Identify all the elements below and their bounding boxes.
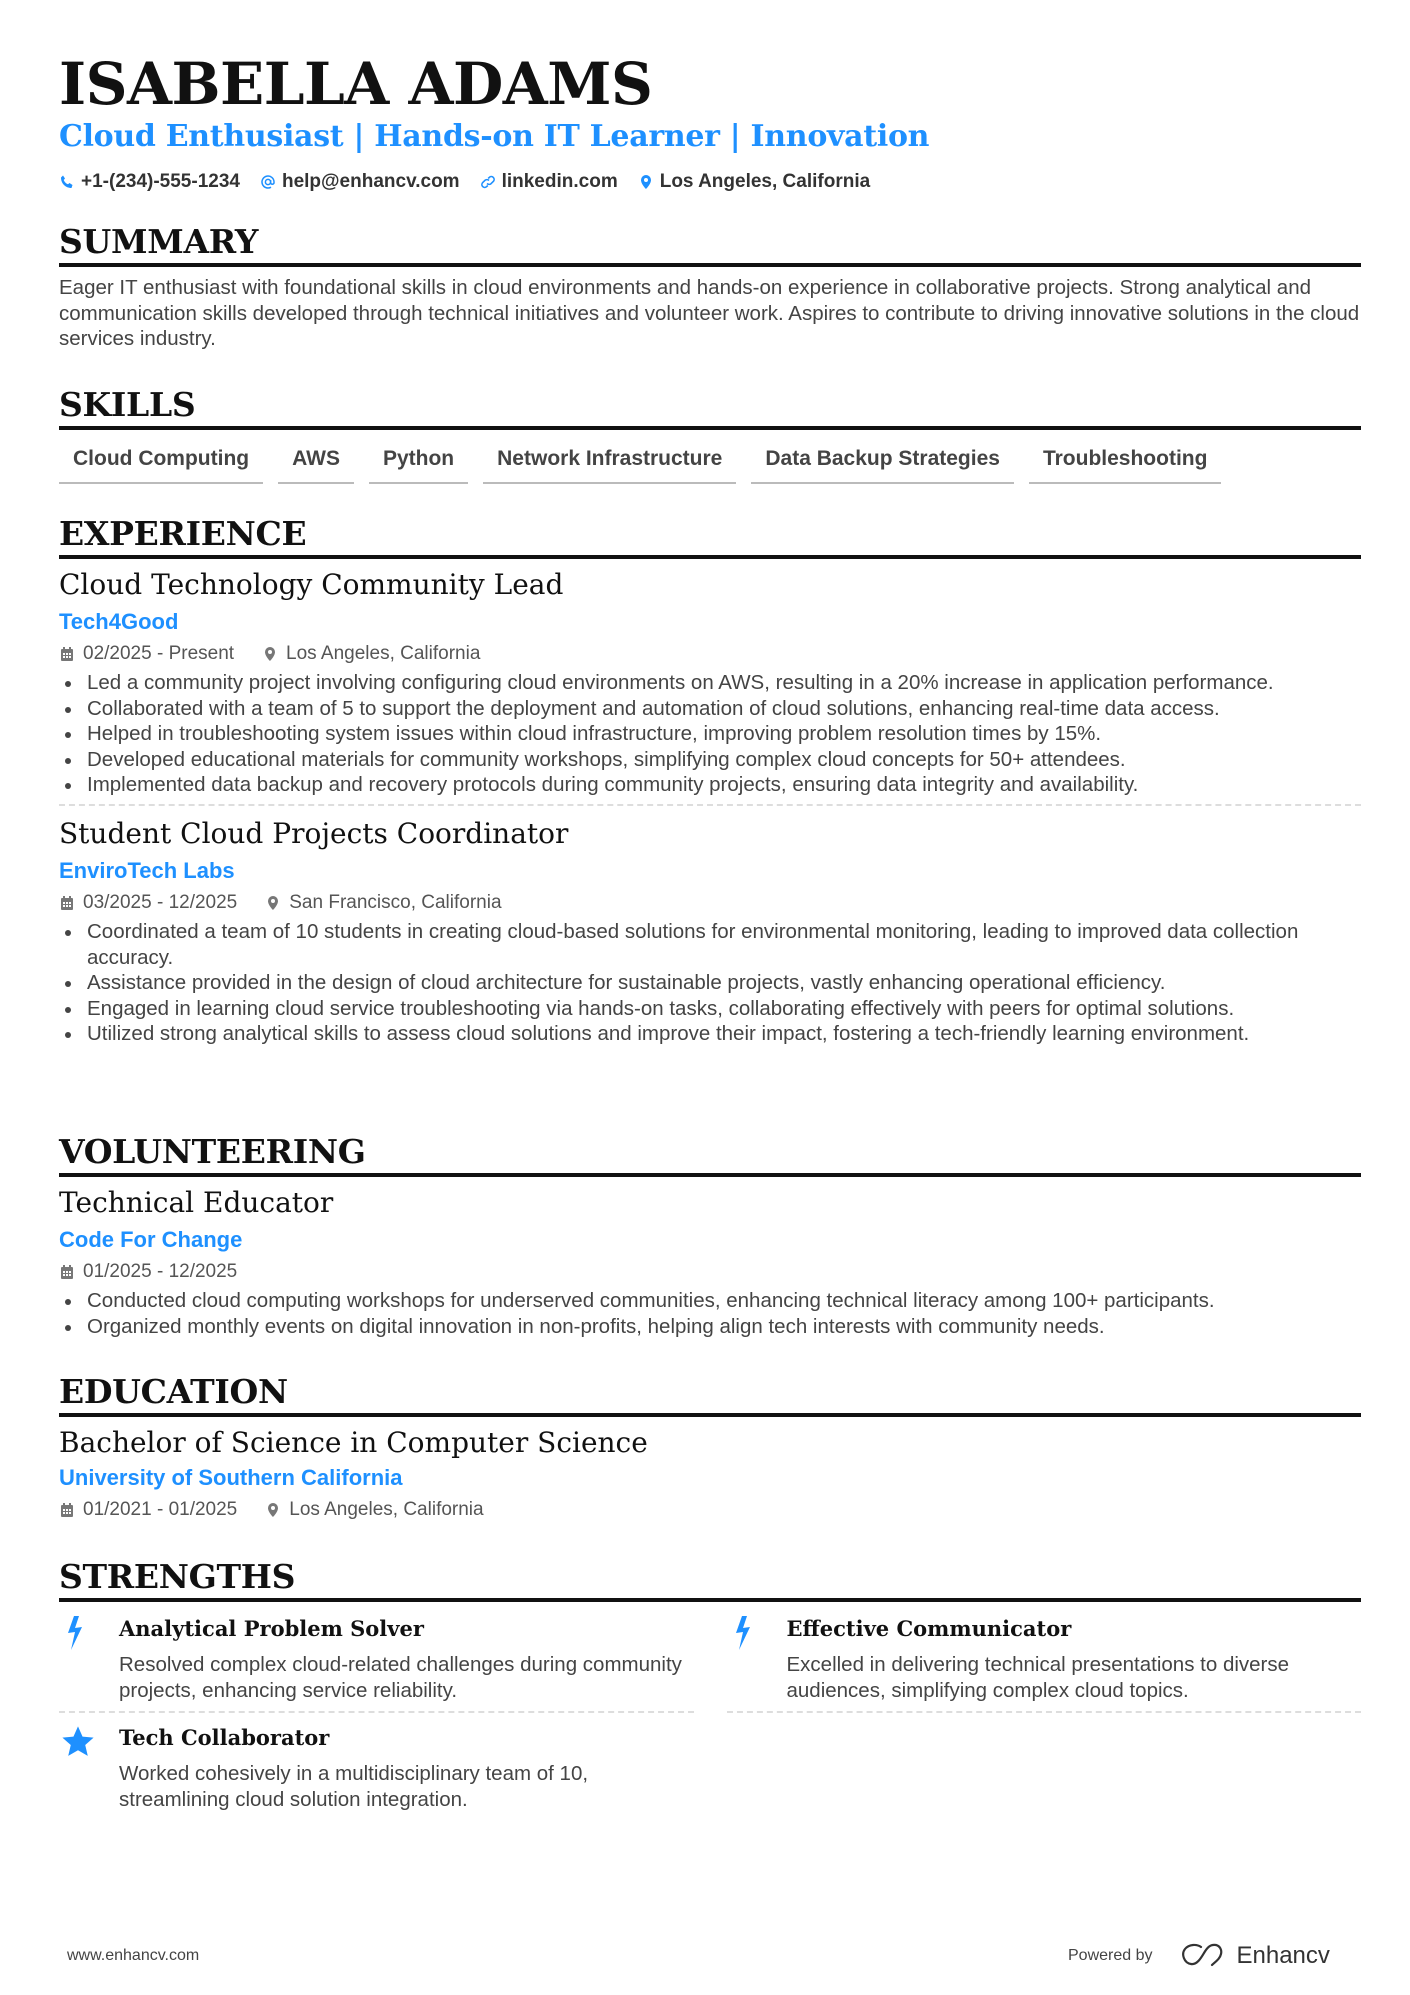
skill-tag: AWS <box>278 441 354 484</box>
education-dates: 01/2021 - 01/2025 <box>83 1499 238 1520</box>
experience-section <box>59 514 1361 1047</box>
experience-entry <box>59 816 1361 1047</box>
bullet-item: Coordinated a team of 10 students in creating cloud-based solutions for environmental monitoring, leading to improved data collection accuracy. <box>59 919 1361 970</box>
contact-linkedin[interactable] <box>480 169 618 195</box>
strength-item <box>727 1616 1362 1713</box>
volunteer-meta <box>59 1259 1361 1285</box>
strength-desc: Resolved complex cloud-related challenges during community projects, enhancing service reliability. <box>119 1653 682 1702</box>
job-title: Student Cloud Projects Coordinator <box>59 816 569 850</box>
location-text: Los Angeles, California <box>659 171 871 192</box>
enhancv-logo-icon <box>1181 1943 1227 1969</box>
location-icon <box>262 646 278 662</box>
job-bullets <box>59 670 1361 798</box>
strength-title: Tech Collaborator <box>119 1725 330 1751</box>
section-heading: SUMMARY <box>59 222 1361 267</box>
candidate-name: ISABELLA ADAMS <box>59 50 653 118</box>
bullet-item: Engaged in learning cloud service troubleshooting via hands-on tasks, collaborating effectively with peers for optimal solutions. <box>59 996 1361 1022</box>
calendar-icon <box>59 1502 75 1518</box>
phone-icon <box>59 174 75 190</box>
phone-text: +1-(234)-555-1234 <box>81 171 240 192</box>
strength-item <box>59 1616 694 1713</box>
volunteer-dates: 01/2025 - 12/2025 <box>83 1261 238 1282</box>
section-heading: VOLUNTEERING <box>59 1132 1361 1177</box>
company-name: EnviroTech Labs <box>59 857 235 883</box>
bullet-item: Utilized strong analytical skills to assess cloud solutions and improve their impact, fostering a tech-friendly learning environment. <box>59 1021 1361 1047</box>
company-name: Tech4Good <box>59 609 179 634</box>
job-title: Cloud Technology Community Lead <box>59 568 564 601</box>
link-icon <box>480 174 496 190</box>
bullet-item: Implemented data backup and recovery protocols during community projects, ensuring data integrity and availability. <box>59 772 1361 798</box>
calendar-icon <box>59 646 75 662</box>
bullet-item: Assistance provided in the design of cloud architecture for sustainable projects, vastly enhancing operational efficiency. <box>59 970 1361 996</box>
job-bullets <box>59 919 1361 1047</box>
school-name: University of Southern California <box>59 1465 403 1490</box>
section-heading: SKILLS <box>59 385 1361 430</box>
skill-tag: Data Backup Strategies <box>751 441 1014 484</box>
volunteering-section <box>59 1132 1361 1339</box>
education-meta <box>59 1497 1361 1523</box>
footer-website[interactable]: www.enhancv.com <box>67 1947 200 1964</box>
job-location: Los Angeles, California <box>286 643 481 664</box>
volunteer-bullets <box>59 1288 1361 1339</box>
bullet-item: Helped in troubleshooting system issues within cloud infrastructure, improving problem resolution times by 15%. <box>59 721 1361 747</box>
strength-title: Analytical Problem Solver <box>119 1616 424 1641</box>
education-location: Los Angeles, California <box>289 1499 484 1520</box>
section-heading: EXPERIENCE <box>59 514 1361 559</box>
degree: Bachelor of Science in Computer Science <box>59 1426 648 1459</box>
skill-tag: Python <box>369 441 468 484</box>
contact-phone[interactable] <box>59 169 240 195</box>
footer-branding <box>1068 1942 1330 1970</box>
strength-desc: Excelled in delivering technical presentations to diverse audiences, simplifying complex cloud topics. <box>786 1653 1290 1702</box>
bullet-item: Organized monthly events on digital innovation in non-profits, helping align tech interests with community needs. <box>59 1314 1361 1340</box>
bullet-item: Collaborated with a team of 5 to support the deployment and automation of cloud solutions, enhancing real-time data access. <box>59 696 1361 722</box>
skills-list <box>59 441 1361 484</box>
section-heading: STRENGTHS <box>59 1557 1361 1602</box>
strength-desc: Worked cohesively in a multidisciplinary team of 10, streamlining cloud solution integration. <box>119 1762 589 1811</box>
job-meta <box>59 641 1361 667</box>
calendar-icon <box>59 895 75 911</box>
job-dates: 02/2025 - Present <box>83 643 235 664</box>
contact-email[interactable] <box>260 169 460 195</box>
contact-row <box>59 169 1361 195</box>
at-icon <box>260 174 276 190</box>
strength-item <box>59 1725 694 1820</box>
organization-name: Code For Change <box>59 1227 243 1252</box>
skills-section <box>59 385 1361 484</box>
contact-location <box>638 169 870 195</box>
bullet-item: Conducted cloud computing workshops for underserved communities, enhancing technical literacy among 100+ participants. <box>59 1288 1361 1314</box>
location-icon <box>265 895 281 911</box>
star-icon <box>61 1725 95 1759</box>
skill-tag: Cloud Computing <box>59 441 263 484</box>
summary-text: Eager IT enthusiast with foundational skills in cloud environments and hands-on experience in collaborative projects. Strong analytical and communication skills developed through technical initiatives and volunteer work. Aspires to contribute to driving innovative solutions in the cloud services industry. <box>59 276 1360 351</box>
volunteer-title: Technical Educator <box>59 1186 334 1219</box>
job-dates: 03/2025 - 12/2025 <box>83 891 238 913</box>
headline: Cloud Enthusiast | Hands-on IT Learner | Innovation <box>59 119 930 154</box>
linkedin-text: linkedin.com <box>501 171 618 192</box>
education-section <box>59 1372 1361 1523</box>
enhancv-logo[interactable] <box>1181 1942 1330 1970</box>
calendar-icon <box>59 1264 75 1280</box>
skill-tag: Troubleshooting <box>1029 441 1221 484</box>
location-icon <box>265 1502 281 1518</box>
section-heading: EDUCATION <box>59 1372 1361 1417</box>
summary-section <box>59 222 1361 352</box>
location-icon <box>638 174 654 190</box>
email-text: help@enhancv.com <box>281 171 460 192</box>
job-meta <box>59 890 1361 916</box>
strengths-grid <box>59 1616 1361 1832</box>
strengths-section <box>59 1557 1361 1832</box>
brand-name: Enhancv <box>1236 1942 1330 1969</box>
strength-title: Effective Communicator <box>786 1616 1072 1641</box>
bullet-item: Developed educational materials for community workshops, simplifying complex cloud concepts for 50+ attendees. <box>59 747 1361 773</box>
experience-entry <box>59 567 1361 806</box>
powered-by-label: Powered by <box>1068 1947 1153 1964</box>
job-location: San Francisco, California <box>289 891 502 913</box>
bullet-item: Led a community project involving configuring cloud environments on AWS, resulting in a 20% increase in application performance. <box>59 670 1361 696</box>
skill-tag: Network Infrastructure <box>483 441 736 484</box>
bolt-icon <box>65 1616 85 1650</box>
bolt-icon <box>733 1616 753 1650</box>
